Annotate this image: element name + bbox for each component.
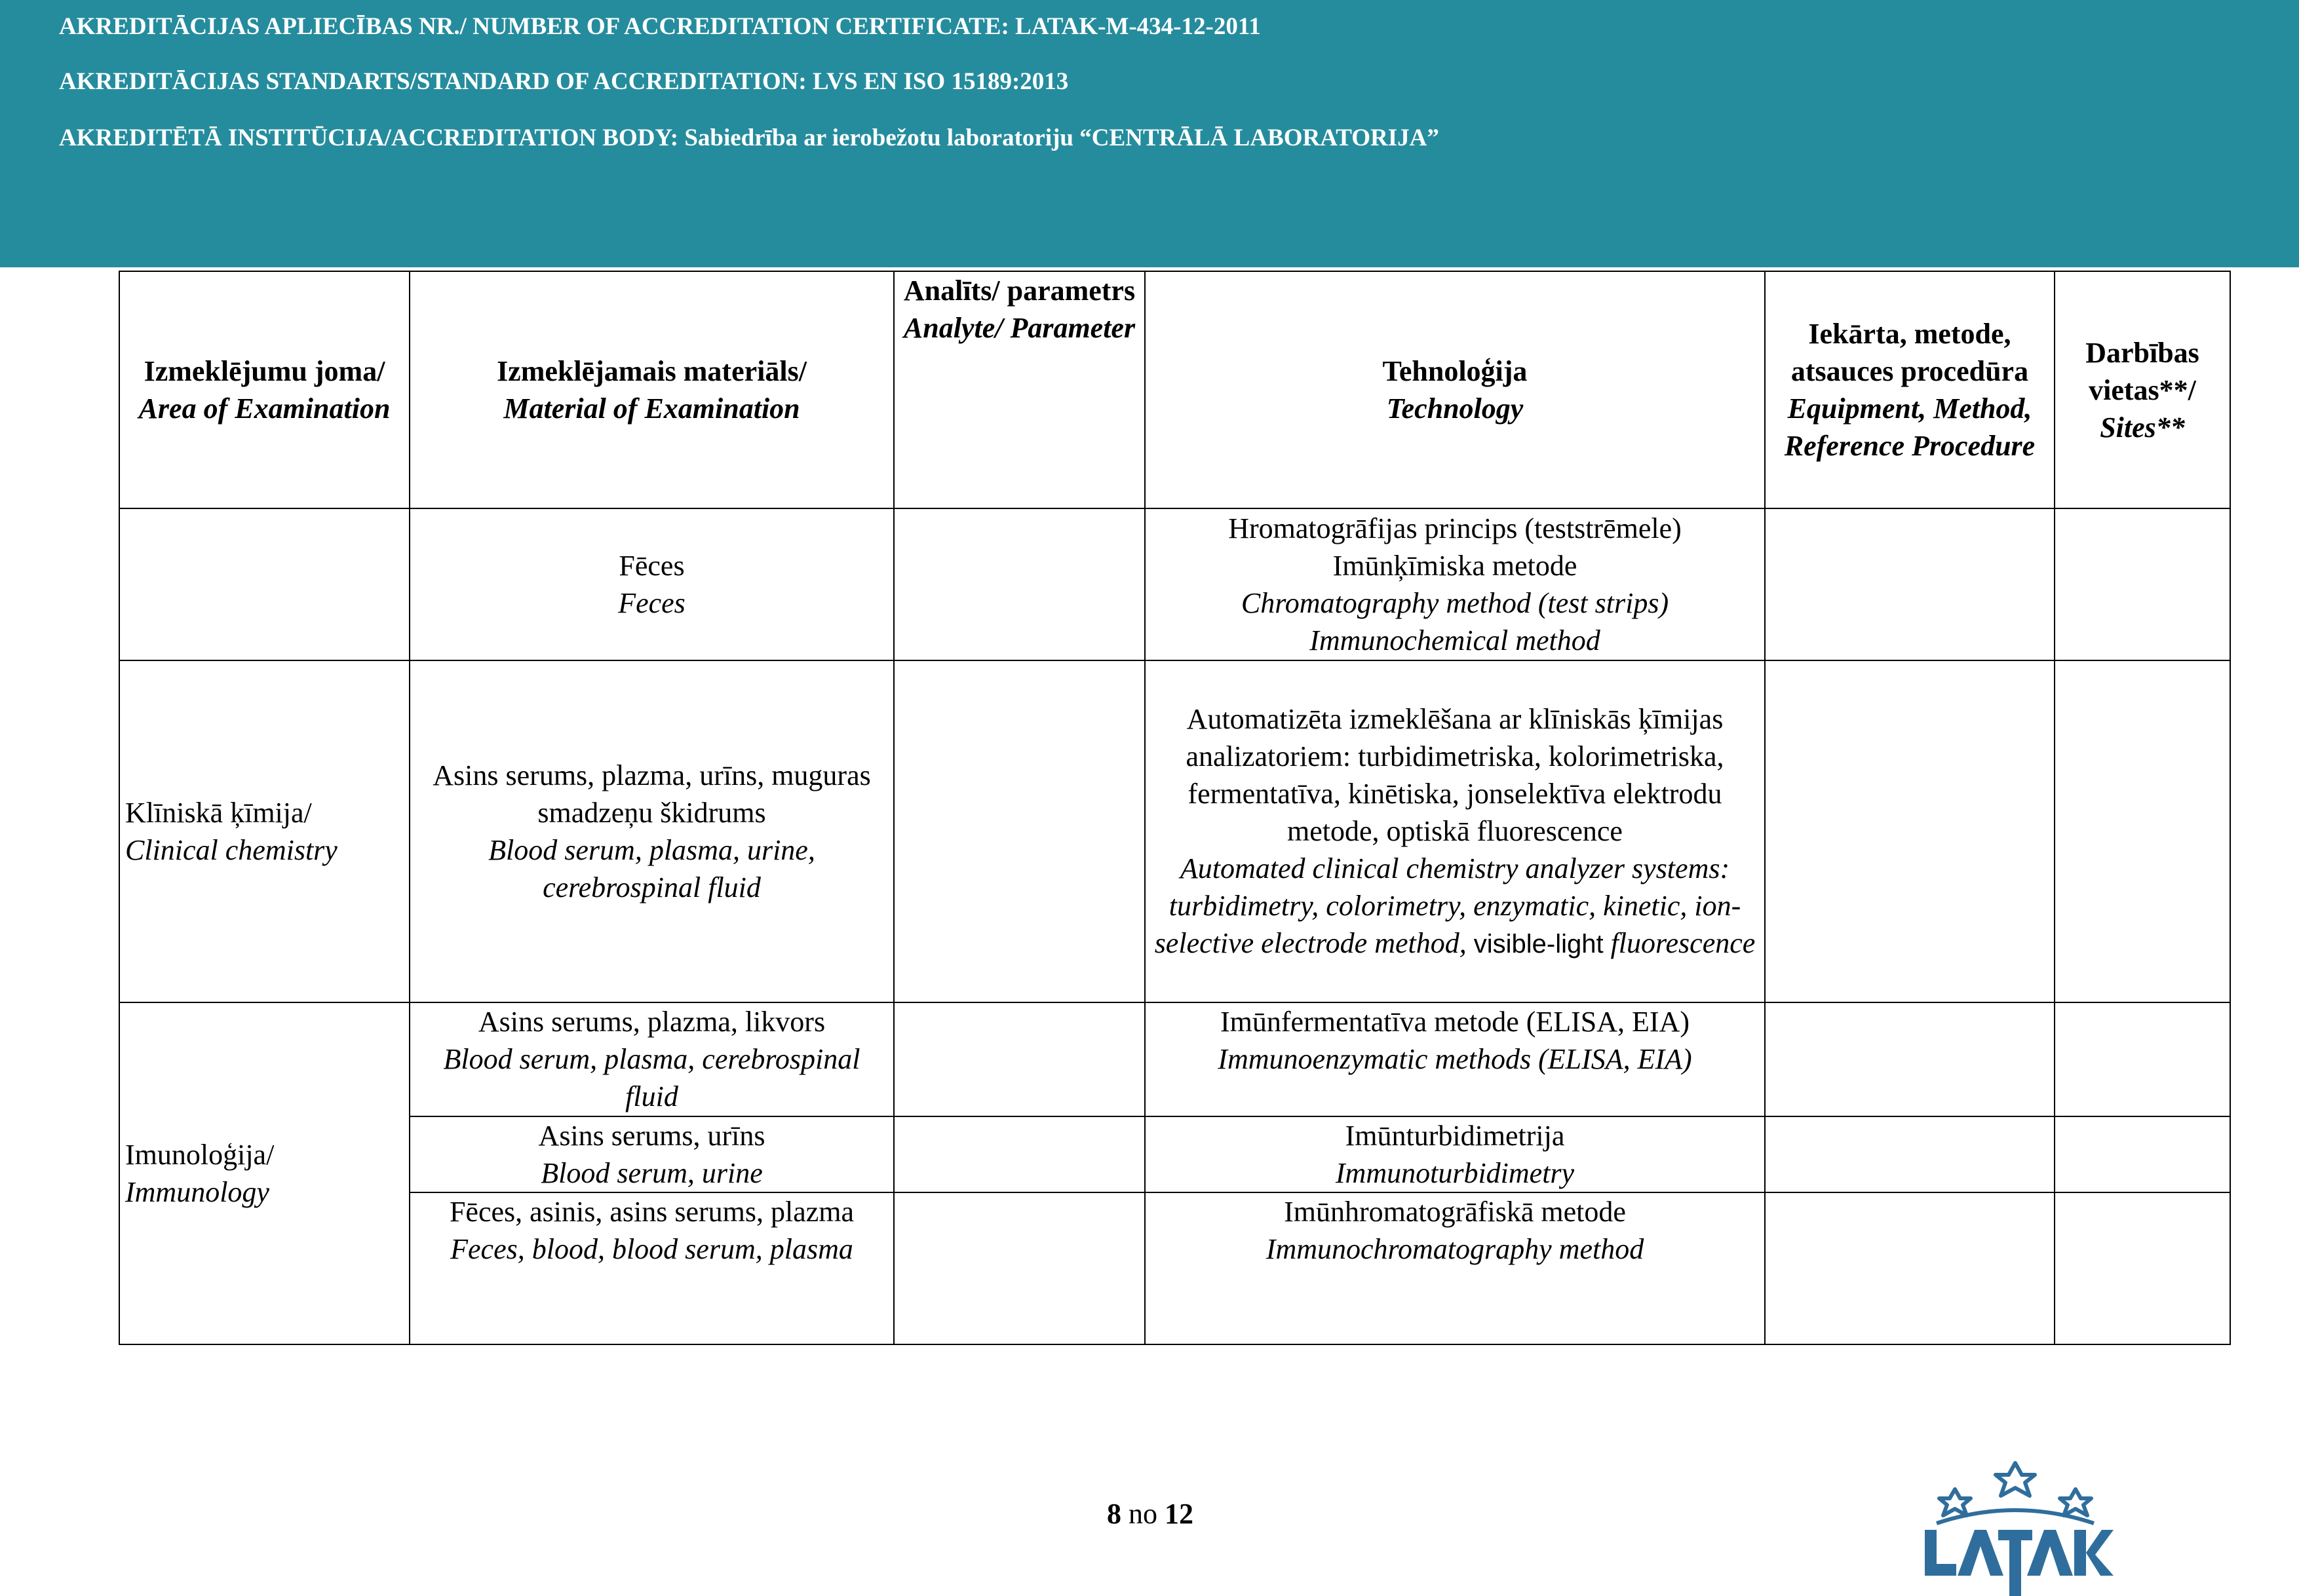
technology-cell: Imūnhromatogrāfiskā metode Immunochromatography method xyxy=(1145,1192,1765,1344)
accreditation-standard-value: LVS EN ISO 15189:2013 xyxy=(812,68,1069,95)
equipment-cell xyxy=(1765,1116,2055,1192)
technology-cell: Imūnturbidimetrija Immunoturbidimetry xyxy=(1145,1116,1765,1192)
header-sites: Darbības vietas**/ Sites** xyxy=(2055,271,2230,508)
material-cell: Asins serums, plazma, likvors Blood serum, plasma, cerebrospinal fluid xyxy=(410,1002,894,1116)
logo-star-center xyxy=(1996,1463,2035,1496)
accreditation-body-line xyxy=(59,126,1439,150)
header-band xyxy=(0,0,2299,267)
page-total: 12 xyxy=(1165,1498,1193,1530)
area-cell-empty xyxy=(119,508,410,660)
accreditation-body-label: AKREDITĒTĀ INSTITŪCIJA/ACCREDITATION BODY: xyxy=(59,124,679,151)
material-cell: Asins serums, plazma, urīns, muguras smadzeņu škidrums Blood serum, plasma, urine, cerebrospinal fluid xyxy=(410,660,894,1002)
analyte-cell xyxy=(894,508,1145,660)
analyte-cell xyxy=(894,1002,1145,1116)
header-equipment-method-reference: Iekārta, metode, atsauces procedūra Equipment, Method, Reference Procedure xyxy=(1765,271,2055,508)
area-cell: Imunoloģija/ Immunology xyxy=(119,1002,410,1344)
header-material-of-examination: Izmeklējamais materiāls/ Material of Examination xyxy=(410,271,894,508)
page-separator: no xyxy=(1129,1498,1157,1530)
equipment-cell xyxy=(1765,1002,2055,1116)
header-technology: Tehnoloģija Technology xyxy=(1145,271,1765,508)
logo-star-right xyxy=(2060,1489,2091,1515)
sites-cell xyxy=(2055,1192,2230,1344)
latak-logo xyxy=(1917,1458,2114,1596)
accreditation-standard-label: AKREDITĀCIJAS STANDARTS/STANDARD OF ACCREDITATION: xyxy=(59,68,807,95)
logo-star-left xyxy=(1939,1489,1971,1515)
table-row xyxy=(119,508,2230,660)
sites-cell xyxy=(2055,660,2230,1002)
table-row xyxy=(119,1192,2230,1344)
certificate-number-label: AKREDITĀCIJAS APLIECĪBAS NR./ NUMBER OF ACCREDITATION CERTIFICATE: xyxy=(59,13,1009,40)
area-cell: Klīniskā ķīmija/ Clinical chemistry xyxy=(119,660,410,1002)
equipment-cell xyxy=(1765,660,2055,1002)
technology-cell: Hromatogrāfijas princips (teststrēmele) Imūnķīmiska metode Chromatography method (test strips) Immunochemical method xyxy=(1145,508,1765,660)
table-row xyxy=(119,1002,2230,1116)
table-row xyxy=(119,660,2230,1002)
certificate-number-line xyxy=(59,14,1261,39)
equipment-cell xyxy=(1765,1192,2055,1344)
technology-cell: Automatizēta izmeklēšana ar klīniskās ķīmijas analizatoriem: turbidimetriska, kolorimetriska, fermentatīva, kinētiska, jonselektīva elektrodu metode, optiskā fluorescence Automated clinical chemistry analyzer systems: turbidimetry, colorimetry, enzymatic, kinetic, ion-selective electrode method, visible-light fluorescence xyxy=(1145,660,1765,1002)
page-current: 8 xyxy=(1107,1498,1121,1530)
accreditation-scope-table xyxy=(119,271,2231,1345)
page-number xyxy=(1049,1498,1252,1530)
equipment-cell xyxy=(1765,508,2055,660)
table-row xyxy=(119,1116,2230,1192)
sites-cell xyxy=(2055,1116,2230,1192)
technology-cell: Imūnfermentatīva metode (ELISA, EIA) Immunoenzymatic methods (ELISA, EIA) xyxy=(1145,1002,1765,1116)
material-cell: Fēces Feces xyxy=(410,508,894,660)
table-header-row xyxy=(119,271,2230,508)
header-analyte-parameter: Analīts/ parametrs Analyte/ Parameter xyxy=(894,271,1145,508)
material-cell: Asins serums, urīns Blood serum, urine xyxy=(410,1116,894,1192)
material-cell: Fēces, asinis, asins serums, plazma Feces, blood, blood serum, plasma xyxy=(410,1192,894,1344)
analyte-cell xyxy=(894,1192,1145,1344)
certificate-number-value: LATAK-M-434-12-2011 xyxy=(1015,13,1261,40)
accreditation-body-value: Sabiedrība ar ierobežotu laboratoriju “CENTRĀLĀ LABORATORIJA” xyxy=(684,124,1439,151)
accreditation-standard-line xyxy=(59,69,1068,94)
sites-cell xyxy=(2055,508,2230,660)
sites-cell xyxy=(2055,1002,2230,1116)
header-area-of-examination: Izmeklējumu joma/ Area of Examination xyxy=(119,271,410,508)
analyte-cell xyxy=(894,1116,1145,1192)
analyte-cell xyxy=(894,660,1145,1002)
